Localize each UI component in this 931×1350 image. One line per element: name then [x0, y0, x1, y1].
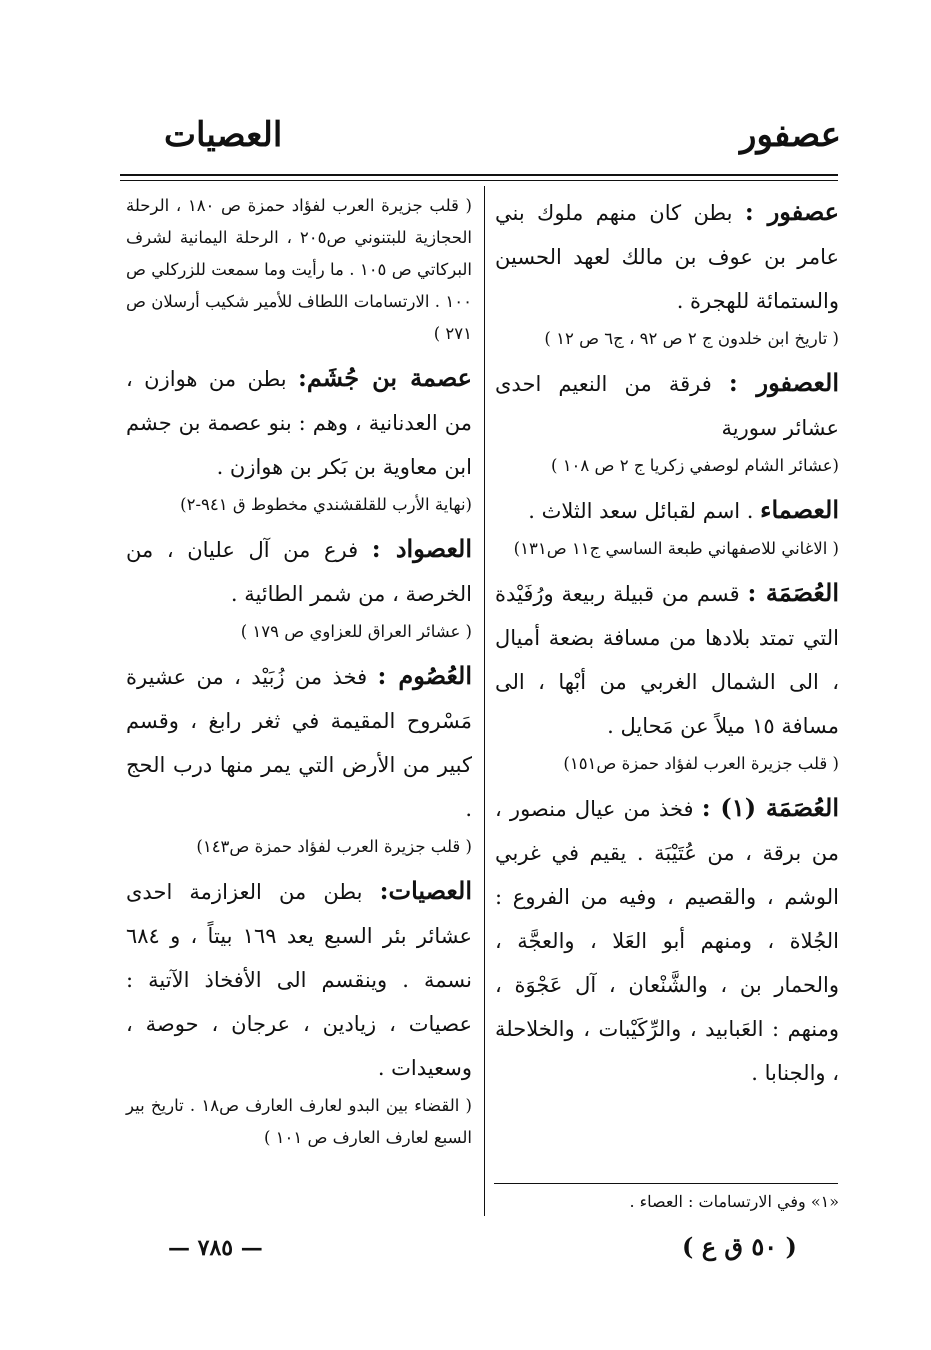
entry-text: فخذ من زُبَيْد ، من عشيرة مَسْروح المقيمة في ثغر رابغ ، وقسم كبير من الأرض التي يمر منها درب الحج .	[126, 665, 472, 821]
entry-text: بطن من هوازن ، من العدنانية ، وهم : بنو عصمة بن جشم ابن معاوية بن بَكر بن هوازن .	[126, 367, 472, 479]
citation: ( الاغاني للاصفهاني طبعة الساسي ج١١ ص١٣١)	[513, 539, 839, 558]
page-number: — ٧٨٥ —	[168, 1235, 263, 1261]
dictionary-entry	[495, 571, 839, 748]
dictionary-entry	[126, 527, 472, 616]
citation: ( تاريخ ابن خلدون ج ٢ ص ٩٢ ، ج٦ ص ١٢ )	[544, 329, 839, 348]
dictionary-entry	[126, 356, 472, 489]
entry-headword: عصفور :	[744, 197, 839, 226]
signature-mark: ( ٥٠ ق ع )	[682, 1232, 797, 1261]
entry-text: بطن من العزازمة احدى عشائر بئر السبع يعد ١٦٩ بيتاً ، و ٦٨٤ نسمة . وينقسم الى الأفخاذ الآتية : عصيات ، زيادين ، عرجان ، حوصة ، وسعيدات .	[126, 880, 472, 1080]
header-left-word: العصيات	[164, 115, 283, 155]
entry-headword: العصفور :	[728, 368, 839, 397]
citation: (نهاية الأرب للقلقشندي مخطوط ق ٩٤١-٢)	[180, 495, 472, 514]
column-divider	[484, 186, 485, 1216]
entry-text: قسم من قبيلة ربيعة ورُفَيْدة التي تمتد بلادها من مسافة بضعة أميال ، الى الشمال الغربي من أبْها ، الى مسافة ١٥ ميلاً عن مَحايل .	[495, 582, 839, 738]
entry-headword: العصواد :	[371, 534, 472, 563]
entry-text: . اسم لقبائل سعد الثلاث .	[528, 499, 761, 523]
entry-text: فرقة من النعيم احدى عشائر سورية	[495, 372, 839, 440]
dictionary-entry	[495, 786, 839, 1095]
dictionary-entry	[495, 190, 839, 323]
header-rule	[120, 174, 838, 176]
entry-headword: العُصُوم :	[377, 661, 472, 690]
citation: ( عشائر العراق للعزاوي ص ١٧٩ )	[240, 622, 472, 641]
entry-headword: العُصَمَة (١) :	[701, 793, 839, 822]
entry-text: فرع من آل عليان ، من الخرصة ، من شمر الطائية .	[126, 538, 472, 606]
dictionary-entry	[495, 488, 839, 533]
citation: ( القضاء بين البدو لعارف العارف ص١٨ . تاريخ بير السبع لعارف العارف ص ١٠١ )	[126, 1096, 472, 1147]
header-right-word: عصفور	[740, 115, 841, 155]
header-rule-thin	[120, 180, 838, 181]
citation: ( قلب جزيرة العرب لفؤاد حمزة ص ١٨٠ ، الرحلة الحجازية للبتنوني ص٢٠٥ ، الرحلة اليمانية لشرف البركاتي ص ١٠٥ . ما رأيت وما سمعت للزركلي ص ١٠٠ . الارتسامات اللطاف للأمير شكيب أرسلان ص ٢٧١ )	[126, 196, 472, 343]
entry-text: فخذ من عيال منصور ، من برقة ، من عُتَيْبَة . يقيم في غربي الوشم ، والقصيم ، وفيه من الفروع : الجُلاة ، ومنهم أبو العَلا ، والعجَّة ، والحمار بن ، والشَّنْعان ، آل عَجْوَة ، ومنهم : العَبابيد ، والرِّكَيْبات ، والخلاحلة ، والجنابا .	[495, 797, 839, 1085]
entry-headword: العُصَمَة :	[747, 578, 839, 607]
entry-headword: العصيات:	[379, 876, 472, 905]
footnote-rule	[494, 1183, 838, 1184]
dictionary-entry	[126, 654, 472, 831]
entry-headword: العصماء	[760, 495, 839, 524]
footnote: «١» وفي الارتسامات : العصاء .	[629, 1192, 839, 1211]
right-column	[495, 190, 839, 1095]
entry-text: بطن كان منهم ملوك بني عامر بن عوف بن مالك لعهد الحسين والستمائة للهجرة .	[495, 201, 839, 313]
entry-headword: عصمة بن جُشَم:	[297, 363, 472, 392]
dictionary-entry	[126, 869, 472, 1090]
dictionary-entry	[495, 361, 839, 450]
citation: ( قلب جزيرة العرب لفؤاد حمزة ص١٥١)	[563, 754, 839, 773]
citation: ( قلب جزيرة العرب لفؤاد حمزة ص١٤٣)	[196, 837, 472, 856]
left-column	[126, 190, 472, 1160]
citation: (عشائر الشام لوصفي زكريا ج ٢ ص ١٠٨ )	[551, 456, 839, 475]
